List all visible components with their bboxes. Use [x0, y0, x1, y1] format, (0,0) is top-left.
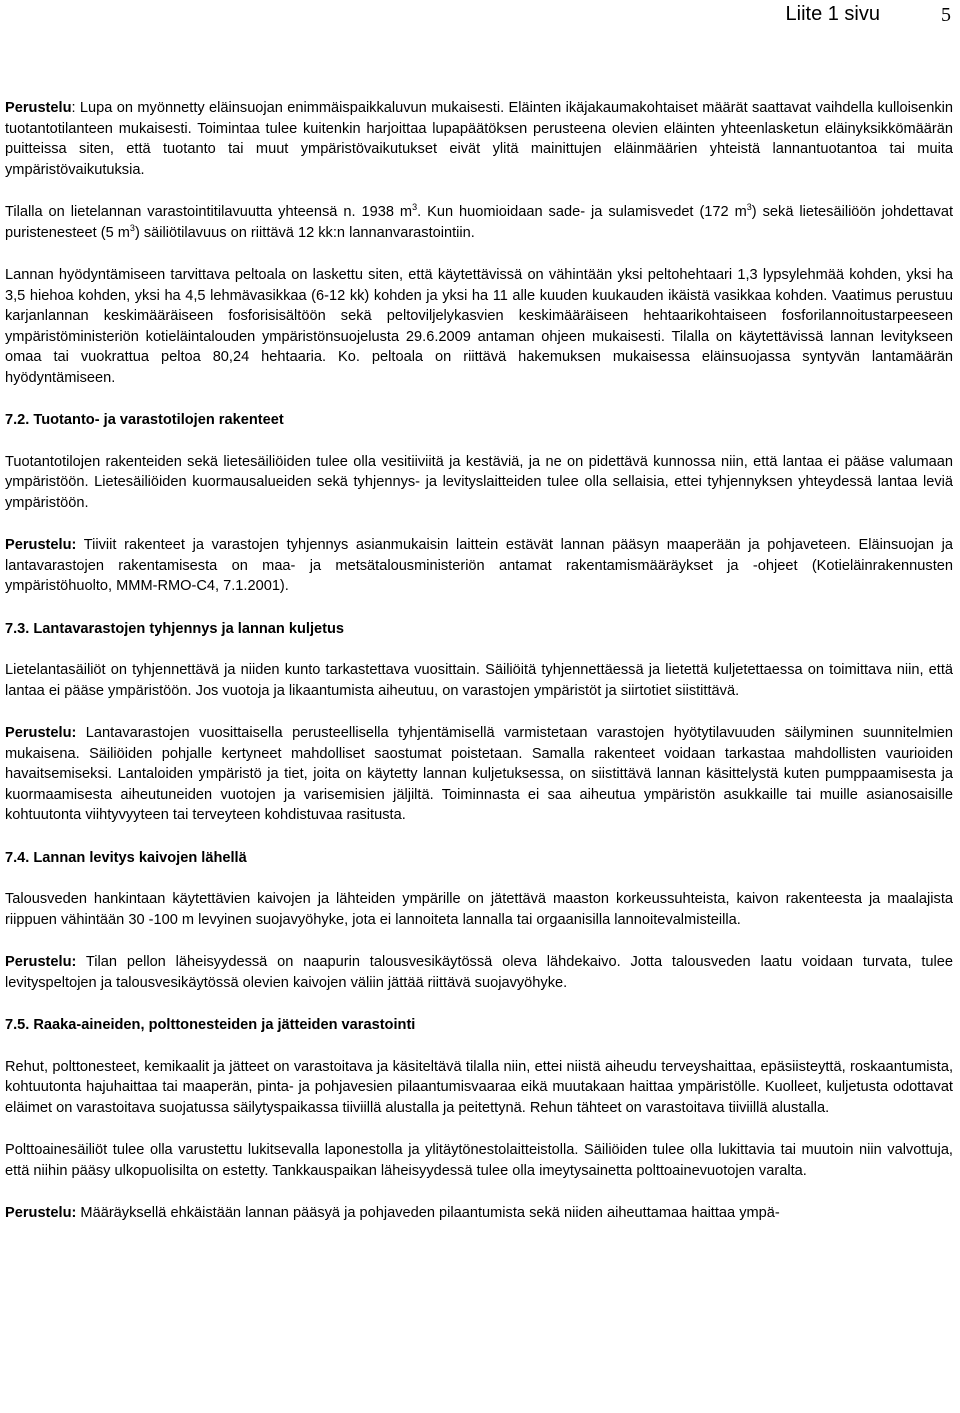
storage-volume-paragraph [5, 202, 953, 243]
justification-label: Perustelu: [5, 537, 77, 553]
justification-text: : Lupa on myönnetty eläinsuojan enimmäispaikkaluvun mukaisesti. Eläinten ikäjakaumakohtaiset määrät saattavat vaihdella kulloisenkin tuotantotilanteen mukaisesti. Toimintaa tulee kuitenkin harjoittaa lupapäätöksen perusteena olevien eläinten yhteenlasketun eläinyksikkömäärän puitteissa siten, että tuotanto tai muut ympäristövaikutukset eivät ylitä mainittujen eläinmäärien yhteistä lannantuotantoa tai muita ympäristövaikutuksia. [5, 100, 953, 178]
section-heading-7-3: 7.3. Lantavarastojen tyhjennys ja lannan kuljetus [5, 620, 345, 637]
justification-text: Lantavarastojen vuosittaisella perusteellisella tyhjentämisellä varmistetaan varastojen hyötytilavuuden säilyminen suunnitelmien mukaisena. Säiliöiden pohjalle kertyneet mahdolliset saostumat poistetaan. Samalla rakenteet voidaan tarkastaa mahdollisten vaurioiden havaitsemiseksi. Lantaloiden ympäristö ja tiet, joita on käytetty lannan kuljetuksessa, on siistittävä lannan käsittelystä kuten pumppaamisesta ja kuormaamisesta aiheutuneiden vuotojen ja varisemisien jäljiltä. Toiminnasta ei saa aiheutua ympäristön asukkaille tai muille asianosaisille kohtuutonta viihtyvyyteen tai terveyteen kohdistuvaa rasitusta. [5, 725, 953, 823]
superscript: 3 [746, 202, 752, 213]
page-header [0, 2, 960, 26]
section-7-2-justification [5, 535, 953, 597]
section-7-5-justification [5, 1203, 953, 1224]
section-7-5-paragraph: Rehut, polttonesteet, kemikaalit ja jätteet on varastoitava ja käsiteltävä tilalla niin, ettei niistä aiheudu terveyshaittaa, epäsiisteyttä, roskaantumista, kohtuutonta hajuhaittaa tai maaperän, pinta- ja pohjavesien pilaantumisvaaraa eikä muutakaan haittaa ympäristölle. Kuolleet, kuljetusta odottavat eläimet on varastoitava suojatussa säilytyspaikassa tiiviillä alustalla ja peitettynä. Rehun tähteet on varastoitava tiiviillä alustalla. [5, 1058, 953, 1116]
section-heading-7-4: 7.4. Lannan levitys kaivojen lähellä [5, 849, 247, 866]
justification-label: Perustelu: [5, 954, 77, 970]
text-part: ) sekä lietesäiliöön johdettavat puristenesteet (5 m [5, 204, 954, 241]
justification-label: Perustelu: [5, 725, 77, 741]
document-body [5, 98, 953, 1246]
section-heading-7-5: 7.5. Raaka-aineiden, polttonesteiden ja jätteiden varastointi [5, 1017, 416, 1033]
superscript: 3 [412, 202, 418, 213]
text-part: . Kun huomioidaan sade- ja sulamisvedet (172 m [417, 204, 747, 220]
field-area-paragraph: Lannan hyödyntämiseen tarvittava peltoala on laskettu siten, että käytettävissä on vähintään yksi peltohehtaari 1,3 lypsylehmää kohden, yksi ha 3,5 hiehoa kohden, yksi ha 4,5 lehmävasikkaa (6-12 kk) kohden ja yksi ha 11 alle kuuden kuukauden ikäistä vasikkaa kohden. Vaatimus perustuu karjanlannan keskimääräiseen fosforisisältöön sekä peltoviljelykasvien keskimääräiseen hehtaarikohtaiseen fosforilannoitustarpeeseen ympäristöministeriön kotieläintalouden ympäristönsuojelusta 29.6.2009 antaman ohjeen mukaisesti. Tilalla on käytettävissä lannan levitykseen omaa tai vuokrattua peltoa 80,24 hehtaaria. Ko. peltoala on riittävä hakemuksen mukaisessa eläinsuojassa syntyvän lantamäärän hyödyntämiseen. [5, 267, 953, 386]
section-7-3-paragraph: Lietelantasäiliöt on tyhjennettävä ja niiden kunto tarkastettava vuosittain. Säiliöitä tyhjennettäessä ja lietettä kuljetettaessa on toimittava niin, että lantaa ei pääse ympäristöön. Jos vuotoja ja likaantumista aiheutuu, on varastojen ympäristöt ja siirtotiet siistittävä. [5, 662, 953, 699]
justification-text: Tilan pellon läheisyydessä on naapurin talousvesikäytössä oleva lähdekaivo. Jotta talousveden laatu voidaan turvata, tulee levityspeltojen ja talousvesikäytössä olevien kaivojen väliin jättää riittävä suojavyöhyke. [5, 954, 953, 991]
section-heading-7-2: 7.2. Tuotanto- ja varastotilojen rakenteet [5, 412, 284, 428]
justification-label: Perustelu [5, 100, 72, 116]
section-7-3-justification [5, 723, 953, 826]
page-number: 5 [941, 4, 951, 26]
section-7-4-paragraph: Talousveden hankintaan käytettävien kaivojen ja lähteiden ympärille on jätettävä maaston korkeussuhteista, kaivon rakenteesta ja maalajista riippuen vähintään 30 -100 m levyinen suojavyöhyke, jota ei lannoiteta lannalla tai orgaanisilla lannoitevalmisteilla. [5, 891, 953, 928]
justification-text: Määräyksellä ehkäistään lannan pääsyä ja pohjaveden pilaantumista sekä niiden aiheuttamaa haittaa ympä- [76, 1205, 780, 1221]
superscript: 3 [129, 222, 135, 233]
section-7-2-paragraph: Tuotantotilojen rakenteiden sekä lietesäiliöiden tulee olla vesitiiviitä ja kestäviä, ja ne on pidettävä kunnossa niin, että lantaa ei pääse valumaan ympäristöön. Lietesäiliöiden kuormausalueiden sekä tyhjennys- ja levityslaitteiden tulee olla sellaisia, ettei tyhjennyksen yhteydessä lantaa leviä ympäristöön. [5, 453, 953, 511]
section-7-4-justification [5, 952, 953, 993]
attachment-label: Liite 1 sivu [785, 3, 880, 25]
justification-paragraph [5, 98, 953, 180]
section-7-5-paragraph-2: Polttoainesäiliöt tulee olla varustettu lukitsevalla laponestolla ja ylitäytönestolaitteistolla. Säiliöiden tulee olla lukittavia tai muutoin niin valvottuja, että niihin pääsy ulkopuolisilta on estetty. Tankkauspaikan läheisyydessä tulee olla imeytysainetta polttoainevuotojen varalta. [5, 1142, 953, 1179]
justification-label: Perustelu: [5, 1205, 77, 1221]
text-part: ) säiliötilavuus on riittävä 12 kk:n lannanvarastointiin. [134, 224, 475, 241]
justification-text: Tiiviit rakenteet ja varastojen tyhjennys asianmukaisin laittein estävät lannan pääsyn maaperään ja pohjaveteen. Eläinsuojan ja lantavarastojen rakentamisesta on maa- ja metsätalousministeriön antamat rakentamismääräykset ja -ohjeet (Kotieläinrakennusten ympäristöhuolto, MMM-RMO-C4, 7.1.2001). [5, 537, 953, 594]
text-part: Tilalla on lietelannan varastointitilavuutta yhteensä n. 1938 m [5, 204, 413, 220]
